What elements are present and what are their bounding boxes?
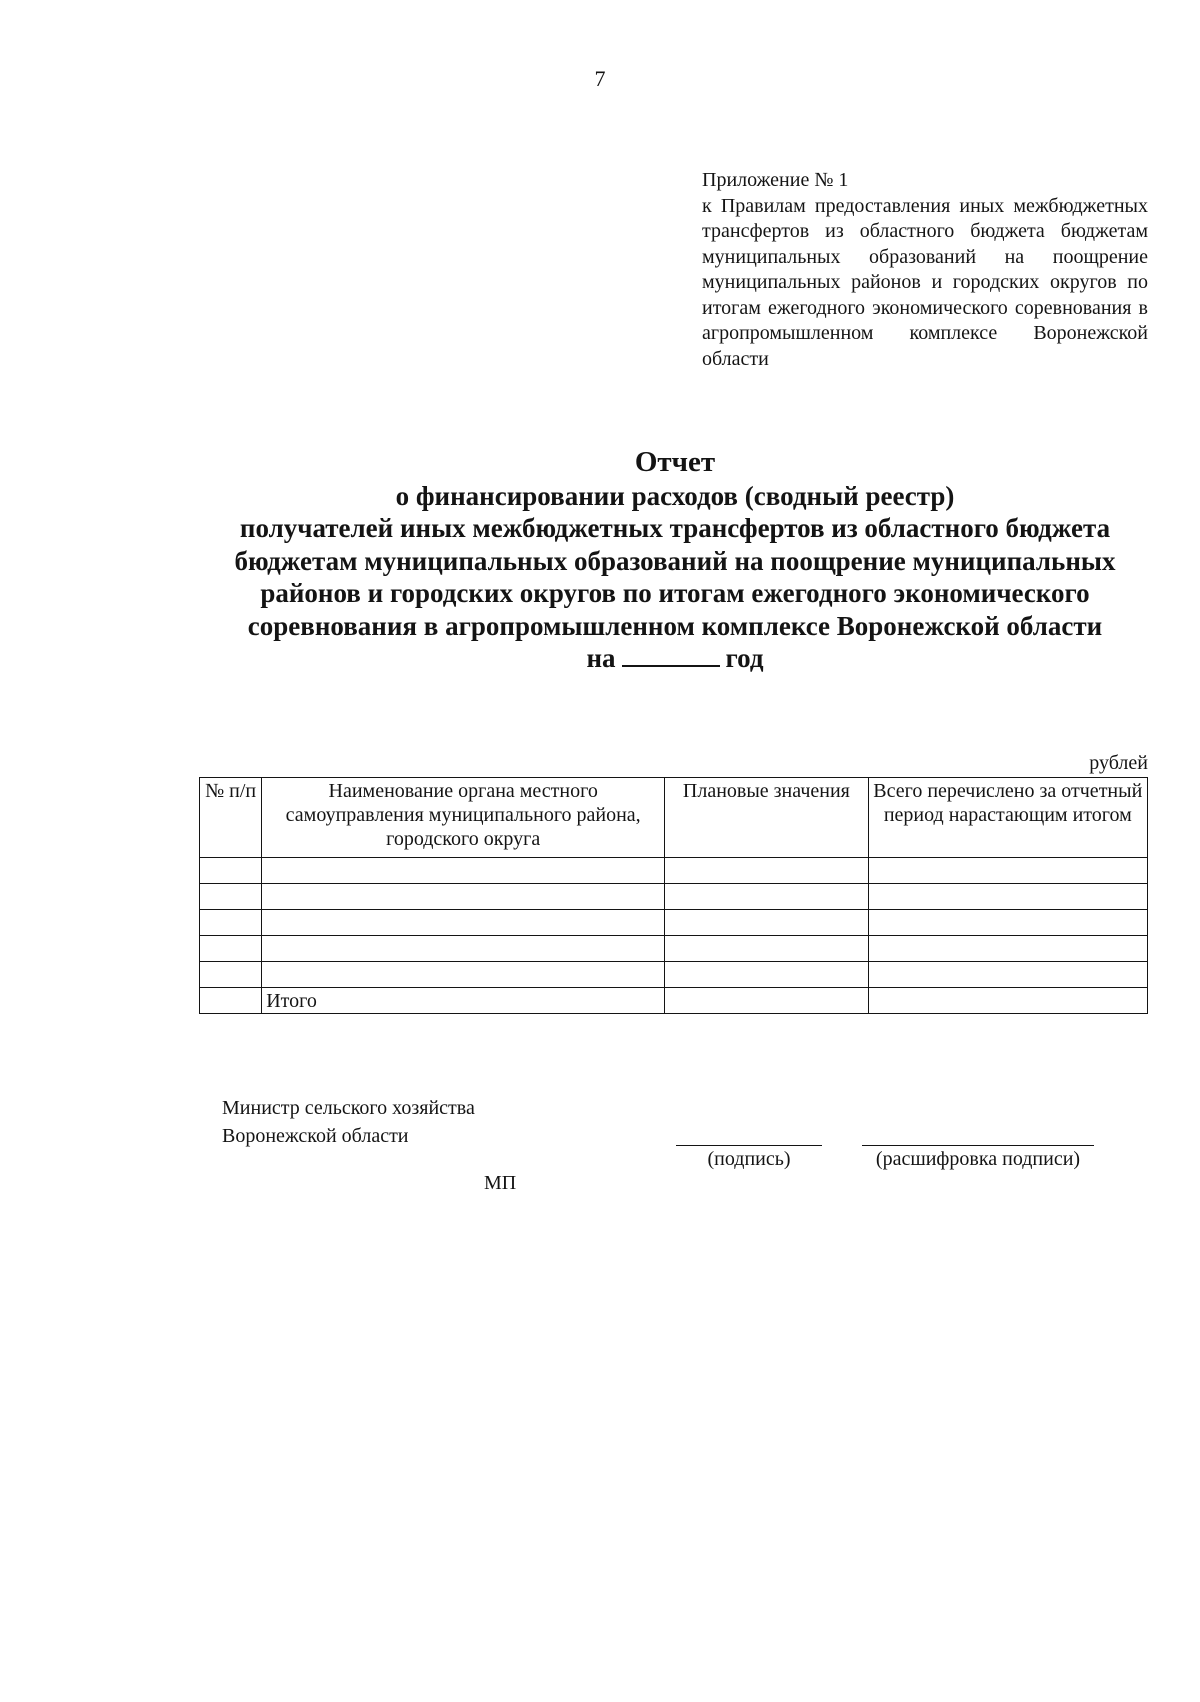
signatory-position (222, 1094, 475, 1150)
header-municipality: Наименование органа местного самоуправления муниципального района, городского округа (262, 778, 665, 858)
table-cell (665, 858, 868, 884)
table-row (200, 962, 1148, 988)
table-cell (665, 884, 868, 910)
table-cell (200, 858, 262, 884)
table-cell (200, 910, 262, 936)
table-cell (665, 910, 868, 936)
currency-note: рублей (1089, 752, 1148, 774)
title-line-4: бюджетам муниципальных образований на поощрение муниципальных (234, 545, 1116, 576)
table-cell (665, 962, 868, 988)
table-cell (200, 936, 262, 962)
table-cell (665, 936, 868, 962)
title-line-2: о финансировании расходов (сводный реестр) (395, 480, 955, 511)
table-cell (868, 962, 1147, 988)
year-blank-field (622, 643, 720, 667)
title-line-6: соревнования в агропромышленном комплексе Воронежской области (247, 610, 1103, 641)
decryption-field-line (862, 1145, 1094, 1146)
appendix-block (702, 168, 1148, 372)
header-transferred: Всего перечислено за отчетный период нарастающим итогом (868, 778, 1147, 858)
report-title (200, 446, 1150, 675)
title-year-line (200, 642, 1150, 675)
total-label: Итого (262, 988, 665, 1014)
table-cell (262, 962, 665, 988)
table-cell (200, 962, 262, 988)
table-cell (665, 988, 868, 1014)
table-row (200, 884, 1148, 910)
page-number: 7 (594, 66, 606, 91)
decryption-caption: (расшифровка подписи) (875, 1148, 1081, 1170)
stamp-placeholder: МП (484, 1172, 517, 1194)
signatory-line-2: Воронежской области (222, 1125, 409, 1147)
table-row (200, 858, 1148, 884)
table-total-row (200, 988, 1148, 1014)
header-number: № п/п (200, 778, 262, 858)
signatory-line-1: Министр сельского хозяйства (222, 1097, 475, 1119)
year-suffix: год (725, 643, 764, 673)
table-cell (868, 988, 1147, 1014)
year-prefix: на (586, 643, 616, 673)
header-planned: Плановые значения (665, 778, 868, 858)
signature-caption: (подпись) (707, 1148, 791, 1170)
table-cell (262, 858, 665, 884)
table-header-row (200, 778, 1148, 858)
appendix-reference: к Правилам предоставления иных межбюджетных трансфертов из областного бюджета бюджетам муниципальных образований на поощрение муниципальных районов и городских округов по итогам ежегодного экономического соревнования в агропромышленном комплексе Воронежской области (702, 194, 1148, 370)
table-cell (262, 936, 665, 962)
appendix-heading: Приложение № 1 (702, 169, 849, 191)
table-row (200, 936, 1148, 962)
table-cell (200, 884, 262, 910)
report-table (199, 777, 1148, 1014)
table-cell (868, 936, 1147, 962)
table-cell (200, 988, 262, 1014)
title-line-1: Отчет (634, 446, 716, 478)
table-cell (262, 910, 665, 936)
table-cell (868, 884, 1147, 910)
title-line-3: получателей иных межбюджетных трансфертов из областного бюджета (239, 513, 1111, 543)
title-line-5: районов и городских округов по итогам ежегодного экономического (260, 578, 1090, 608)
table-cell (868, 858, 1147, 884)
signature-field-line (676, 1145, 822, 1146)
table-row (200, 910, 1148, 936)
table-cell (868, 910, 1147, 936)
table-cell (262, 884, 665, 910)
